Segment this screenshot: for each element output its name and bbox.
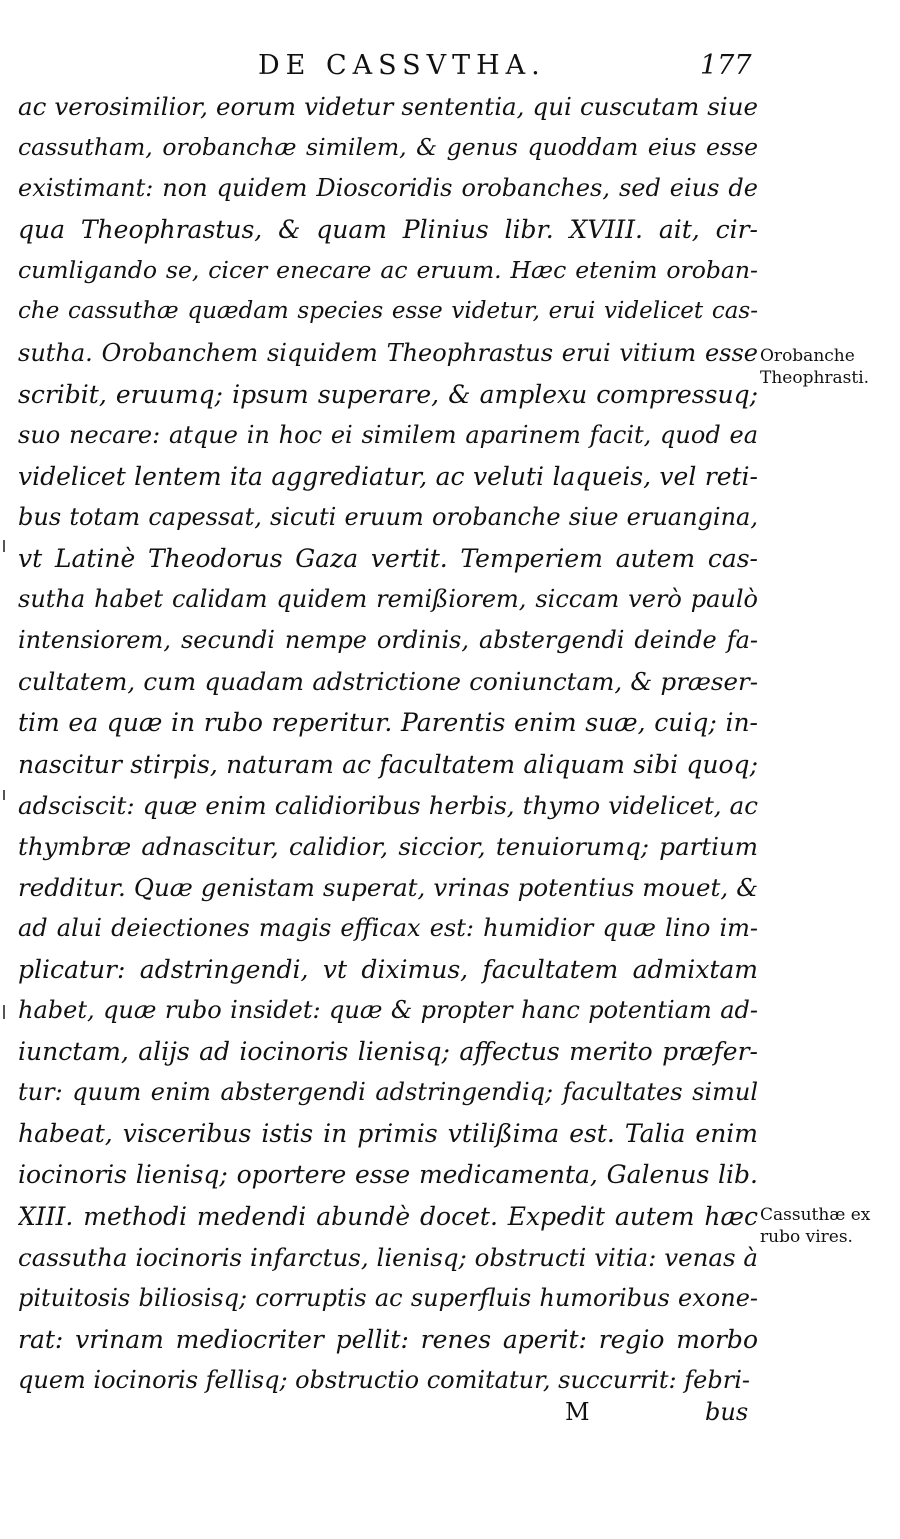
text-line: tur: quum enim abstergendi adstringendiq; facultates simul (18, 1078, 758, 1107)
text-line: adsciscit: quæ enim calidioribus herbis, thymo videlicet, ac (18, 790, 758, 820)
page-edge-mark (3, 790, 5, 800)
catchword: bus (705, 1398, 749, 1426)
page-number: 177 (700, 50, 752, 81)
text-line: existimant: non quidem Dioscoridis orobanches, sed eius de (18, 174, 758, 203)
text-line: vt Latinè Theodorus Gaza vertit. Temperiem autem cas- (18, 544, 758, 574)
text-line: che cassuthæ quædam species esse videtur, erui videlicet cas- (18, 298, 758, 325)
text-line: bus totam capessat, sicuti eruum orobanche siue eruangina, (18, 502, 758, 531)
text-line: nascitur stirpis, naturam ac facultatem aliquam sibi quoq; (18, 749, 758, 779)
text-line: videlicet lentem ita aggrediatur, ac veluti laqueis, vel reti- (18, 461, 758, 491)
margin-note-orobanche: Orobanche Theophrasti. (760, 346, 870, 388)
text-line: ad alui deiectiones magis efficax est: humidior quæ lino im- (18, 913, 758, 942)
page-edge-mark (3, 540, 5, 552)
text-line: cumligando se, cicer enecare ac eruum. Hæc etenim oroban- (18, 256, 758, 285)
text-line: habet, quæ rubo insidet: quæ & propter hanc potentiam ad- (18, 996, 758, 1025)
text-line: cassutha iocinoris infarctus, lienisq; obstructi vitia: venas à (18, 1242, 758, 1272)
text-line: plicatur: adstringendi, vt diximus, facultatem admixtam (18, 954, 758, 984)
text-line: quem iocinoris fellisq; obstructio comitatur, succurrit: febri- (18, 1365, 750, 1394)
text-line: redditur. Quæ genistam superat, vrinas potentius mouet, & (18, 872, 758, 902)
text-line: sutha. Orobanchem siquidem Theophrastus erui vitium esse (18, 338, 758, 367)
text-line: rat: vrinam mediocriter pellit: renes aperit: regio morbo (18, 1324, 758, 1354)
text-line: intensiorem, secundi nempe ordinis, abstergendi deinde fa- (18, 626, 758, 655)
text-line: ac verosimilior, eorum videtur sententia, qui cuscutam siue (18, 92, 758, 121)
text-line: scribit, eruumq; ipsum superare, & amplexu compressuq; (18, 379, 758, 409)
margin-note-cassutha: Cassuthæ ex rubo vires. (760, 1205, 871, 1247)
text-line: pituitosis biliosisq; corruptis ac superfluis humoribus exone- (18, 1283, 758, 1312)
text-line: XIII. methodi medendi abundè docet. Expedit autem hæc (18, 1201, 758, 1231)
body-text (18, 86, 758, 1401)
text-line: cultatem, cum quadam adstrictione coniunctam, & præser- (18, 667, 758, 697)
page-header (0, 48, 900, 88)
signature-mark: M (565, 1398, 590, 1426)
text-line: sutha habet calidam quidem remißiorem, siccam verò paulò (18, 585, 758, 614)
text-line: tim ea quæ in rubo reperitur. Parentis enim suæ, cuiq; in- (18, 708, 758, 738)
page-edge-mark (3, 1005, 5, 1019)
text-line: iunctam, alijs ad iocinoris lienisq; affectus merito præfer- (18, 1037, 758, 1067)
running-title: DE CASSVTHA. (258, 50, 546, 81)
text-line: cassutham, orobanchæ similem, & genus quoddam eius esse (18, 133, 758, 162)
text-line: iocinoris lienisq; oportere esse medicamenta, Galenus lib. (18, 1160, 758, 1190)
text-line: habeat, visceribus istis in primis vtilißima est. Talia enim (18, 1119, 758, 1149)
text-line: qua Theophrastus, & quam Plinius libr. XVIII. ait, cir- (18, 215, 758, 245)
text-line: thymbræ adnascitur, calidior, siccior, tenuiorumq; partium (18, 831, 758, 861)
text-line: suo necare: atque in hoc ei similem aparinem facit, quod ea (18, 420, 758, 449)
